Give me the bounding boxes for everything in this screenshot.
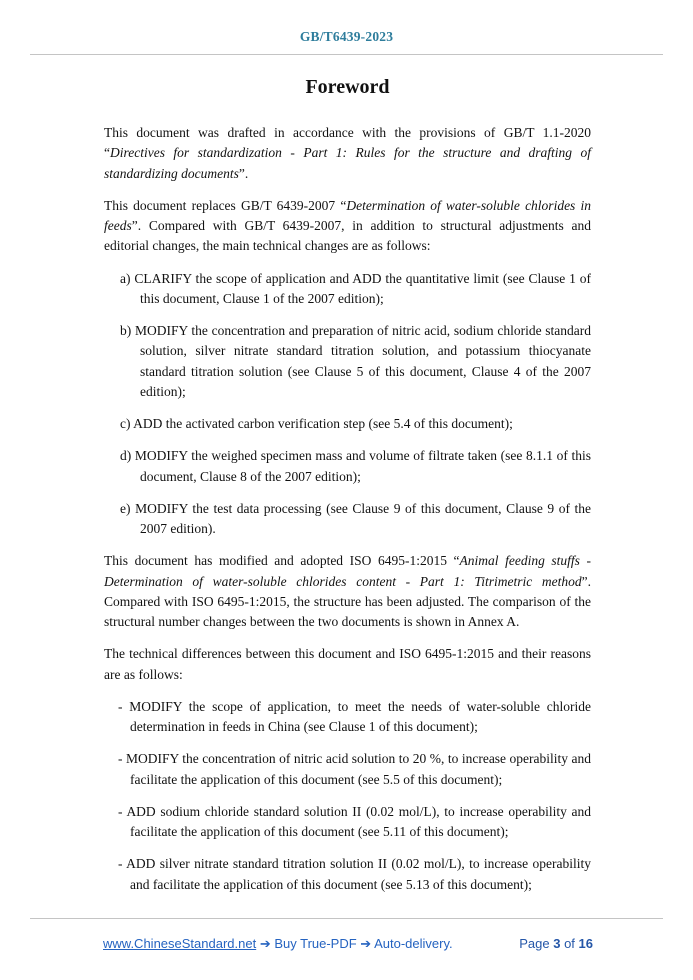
italic-run: Animal feeding stuffs - Determination of water-soluble chlorides content - Part 1: Titrimetric method [104,553,591,589]
paragraph-iso-adoption [104,551,591,632]
item-text: MODIFY the weighed specimen mass and volume of filtrate taken (see 8.1.1 of this document, Clause 8 of the 2007 edition); [134,448,592,484]
footer-row [103,936,593,952]
dash-marker: - [118,698,123,714]
dash-marker: - [118,803,123,819]
paragraph-drafted [104,123,591,184]
difference-item-3 [118,802,591,843]
text-run: ”. Compared with GB/T 6439-2007, in addition to structural adjustments and editorial changes, the main technical changes are as follows: [104,218,591,254]
item-text: MODIFY the scope of application, to meet the needs of water-soluble chloride determination in feeds in China (see Clause 1 of this document); [129,698,592,734]
item-marker: a) [120,270,131,286]
item-marker: c) [120,416,131,431]
footer-branding [103,936,453,952]
header-divider [30,54,663,55]
page-of-label: of [564,936,575,951]
difference-item-4 [118,854,591,895]
item-text: ADD sodium chloride standard solution II (0.02 mol/L), to increase operability and facilitate the application of this document (see 5.11 of this document); [126,803,591,839]
dash-marker: - [118,751,123,767]
text-run: This document has modified and adopted ISO 6495-1:2015 “ [104,553,460,569]
change-item-e [120,499,591,540]
item-marker: d) [120,448,132,464]
item-text: ADD silver nitrate standard titration solution II (0.02 mol/L), to increase operability and facilitate the application of this document (see 5.13 of this document); [126,856,591,892]
page-footer [0,918,693,980]
paragraph-differences-intro: The technical differences between this document and ISO 6495-1:2015 and their reasons are as follows: [104,646,591,682]
page-indicator [519,936,593,951]
item-text: MODIFY the test data processing (see Clause 9 of this document, Clause 9 of the 2007 edition). [135,500,592,536]
footer-tagline: ➔ Buy True-PDF ➔ Auto-delivery. [259,936,453,951]
text-run: This document replaces GB/T 6439-2007 “ [104,197,347,213]
page-total: 16 [578,936,593,951]
page-header [0,0,693,55]
item-marker: b) [120,323,132,338]
change-item-d [120,446,591,487]
difference-item-2 [118,749,591,790]
page-label: Page [519,936,550,951]
item-text: CLARIFY the scope of application and ADD the quantitative limit (see Clause 1 of this document, Clause 1 of the 2007 edition); [134,270,592,306]
item-text: MODIFY the concentration of nitric acid solution to 20 %, to increase operability and facilitate the application of this document (see 5.5 of this document); [125,751,591,787]
italic-run: Determination of water-soluble chlorides in feeds [104,197,591,233]
page-current: 3 [553,936,561,951]
change-item-b [120,321,591,402]
italic-run: Directives for standardization - Part 1: Rules for the structure and drafting of standardizing documents [104,145,591,181]
doc-number: GB/T6439-2023 [299,29,394,44]
document-body [104,76,591,907]
footer-divider [30,918,663,919]
change-item-c [120,414,591,434]
change-item-a [120,269,591,310]
text-run: ”. Compared with ISO 6495-1:2015, the structure has been adjusted. The comparison of the structural number changes between the two documents is shown in Annex A. [104,573,591,629]
page-title: Foreword [305,76,390,98]
difference-item-1 [118,697,591,738]
item-text: ADD the activated carbon verification step (see 5.4 of this document); [133,416,513,431]
item-text: MODIFY the concentration and preparation of nitric acid, sodium chloride standard solution, silver nitrate standard titration solution, and potassium thiocyanate standard titration solution (see Clause 5 of this document, Clause 4 of the 2007 edition); [134,323,592,399]
dash-marker: - [118,856,123,872]
text-run: This document was drafted in accordance with the provisions of GB/T 1.1-2020 “ [104,125,591,161]
site-link[interactable]: www.ChineseStandard.net [103,936,257,951]
text-run: ”. [238,165,249,181]
item-marker: e) [120,500,131,516]
paragraph-replaces [104,196,591,257]
